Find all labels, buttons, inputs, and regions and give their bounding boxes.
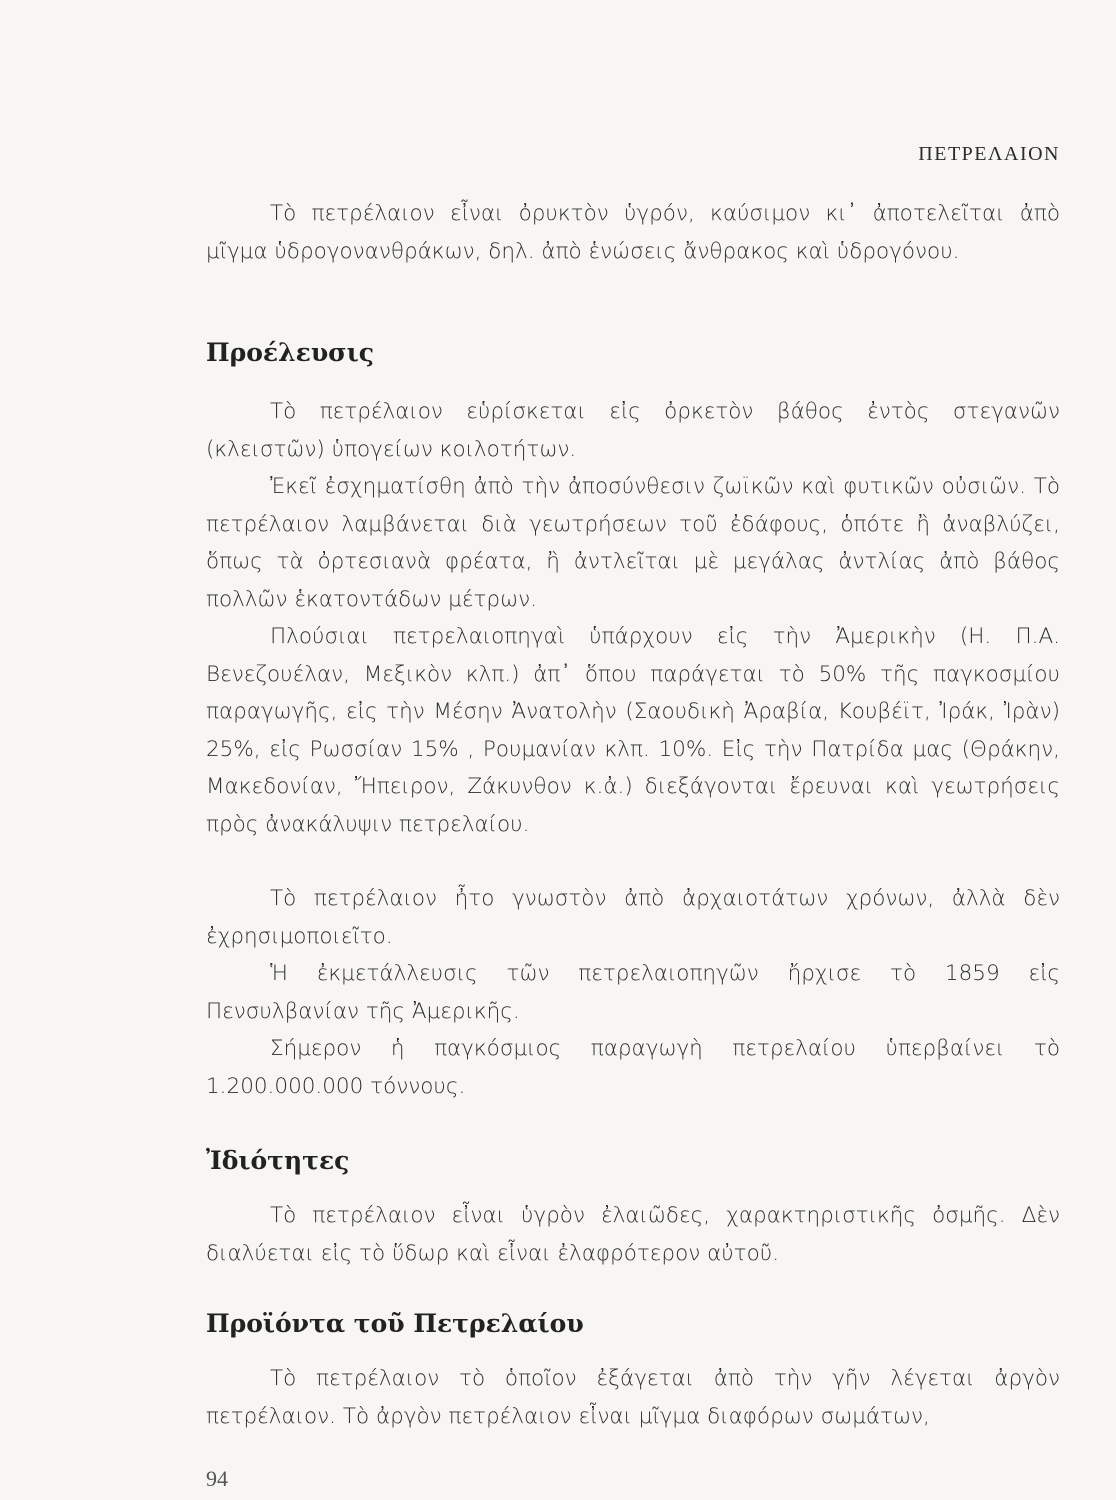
heading-properties: Ἰδιότητες <box>206 1146 350 1175</box>
origin-paragraph-4: Τὸ πετρέλαιον ἦτο γνωστὸν ἀπὸ ἀρχαιοτάτων χρόνων, ἀλλὰ δὲν ἐχρησιμοποιεῖτο. <box>206 886 1060 949</box>
origin-paragraph-2: Ἐκεῖ ἐσχηματίσθη ἀπὸ τὴν ἀποσύνθεσιν ζωϊκῶν καὶ φυτικῶν οὐσιῶν. Τὸ πετρέλαιον λαμβάνεται διὰ γεωτρήσεων τοῦ ἐδάφους, ὁπότε ἢ ἀναβλύζει, ὅπως τὰ ὀρτεσιανὰ φρέατα, ἢ ἀντλεῖται μὲ μεγάλας ἀντλίας ἀπὸ βάθος πολλῶν ἑκατοντάδων μέτρων. <box>206 474 1060 612</box>
products-paragraph-1: Τὸ πετρέλαιον τὸ ὁποῖον ἐξάγεται ἀπὸ τὴν γῆν λέγεται ἀργὸν πετρέλαιον. Τὸ ἀργὸν πετρέλαιον εἶναι μῖγμα διαφόρων σωμάτων, <box>206 1366 1060 1429</box>
heading-products: Προϊόντα τοῦ Πετρελαίου <box>206 1309 584 1338</box>
origin-paragraph-6: Σήμερον ἡ παγκόσμιος παραγωγὴ πετρελαίου ὑπερβαίνει τὸ 1.200.000.000 τόννους. <box>206 1036 1060 1099</box>
heading-origin: Προέλευσις <box>206 338 374 367</box>
origin-paragraph-1: Τὸ πετρέλαιον εὑρίσκεται εἰς ὀρκετὸν βάθος ἐντὸς στεγανῶν (κλειστῶν) ὑπογείων κοιλοτήτων. <box>206 399 1060 462</box>
properties-paragraph-1: Τὸ πετρέλαιον εἶναι ὑγρὸν ἐλαιῶδες, χαρακτηριστικῆς ὀσμῆς. Δὲν διαλύεται εἰς τὸ ὕδωρ καὶ εἶναι ἐλαφρότερον αὐτοῦ. <box>206 1203 1060 1266</box>
origin-paragraph-3: Πλούσιαι πετρελαιοπηγαὶ ὑπάρχουν εἰς τὴν Ἀμερικὴν (Η. Π.Α. Βενεζουέλαν, Μεξικὸν κλπ.) ἀπ᾽ ὅπου παράγεται τὸ 50% τῆς παγκοσμίου παραγωγῆς, εἰς τὴν Μέσην Ἀνατολὴν (Σαουδικὴ Ἀραβία, Κουβέϊτ, Ἰράκ, Ἰρὰν) 25%, εἰς Ρωσσίαν 15% , Ρουμανίαν κλπ. 10%. Εἰς τὴν Πατρίδα μας (Θράκην, Μακεδονίαν, Ἤπειρον, Ζάκυνθον κ.ἀ.) διεξάγονται ἔρευναι καὶ γεωτρήσεις πρὸς ἀνακάλυψιν πετρελαίου. <box>206 624 1060 837</box>
page-number: 94 <box>206 1466 228 1491</box>
origin-paragraph-5: Ἡ ἐκμετάλλευσις τῶν πετρελαιοπηγῶν ἤρχισε τὸ 1859 εἰς Πενσυλβανίαν τῆς Ἀμερικῆς. <box>206 961 1060 1024</box>
intro-paragraph: Τὸ πετρέλαιον εἶναι ὀρυκτὸν ὑγρόν, καύσιμον κι᾽ ἀποτελεῖται ἀπὸ μῖγμα ὑδρογονανθράκων, δηλ. ἀπὸ ἑνώσεις ἄνθρακος καὶ ὑδρογόνου. <box>206 201 1060 264</box>
running-head: ΠΕΤΡΕΛΑΙΟΝ <box>918 143 1060 165</box>
